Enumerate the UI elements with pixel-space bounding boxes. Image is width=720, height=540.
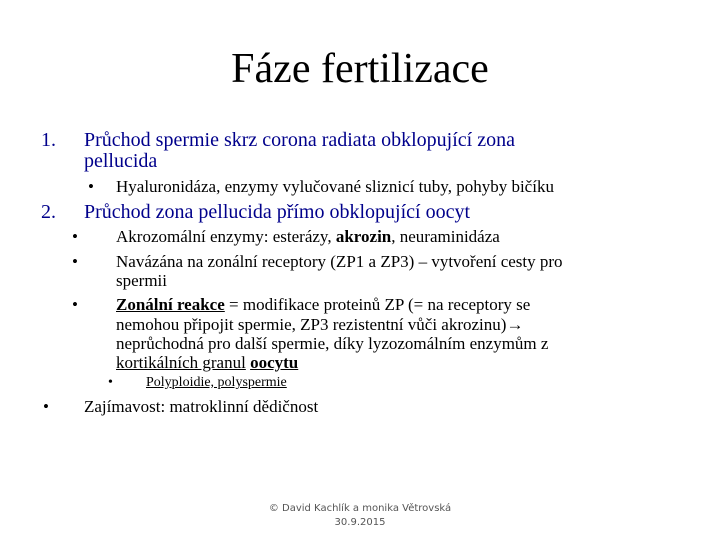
item-2-subsub-text: Polyploidie, polyspermie <box>146 375 287 390</box>
item-1-text-line-2: pellucida <box>84 150 158 172</box>
item-2-sub-2-bullet: • <box>72 252 78 271</box>
item-1-number: 1. <box>41 129 56 151</box>
item-3-text: Zajímavost: matroklinní dědičnost <box>84 397 319 416</box>
item-2-number: 2. <box>41 201 56 223</box>
footer-author: © David Kachlík a monika Větrovská <box>268 503 452 514</box>
item-2-sub-1-bullet: • <box>72 227 78 246</box>
slide-title: Fáze fertilizace <box>231 46 489 92</box>
item-2-sub-1-text: Akrozomální enzymy: esterázy, akrozin, neuraminidáza <box>116 227 500 246</box>
item-1-text-line-1: Průchod spermie skrz corona radiata obklopující zona <box>84 129 515 151</box>
item-2-sub-3-line-4: kortikálních granul oocytu <box>116 353 299 372</box>
item-2-sub-3-line-1: Zonální reakce = modifikace proteinů ZP (= na receptory se <box>116 295 531 314</box>
item-2-sub-2-line-1: Navázána na zonální receptory (ZP1 a ZP3) – vytvoření cesty pro <box>116 252 563 271</box>
item-1-sub-bullet: • <box>88 177 94 196</box>
item-2-sub-3-line-2: nemohou připojit spermie, ZP3 rezistentní vůči akrozinu)→ <box>116 315 524 334</box>
item-3-bullet: • <box>43 397 49 416</box>
item-2-text: Průchod zona pellucida přímo obklopující oocyt <box>84 201 471 223</box>
item-2-sub-2-line-2: spermii <box>116 271 167 290</box>
right-arrow-icon: → <box>506 315 524 334</box>
item-1-sub-text: Hyaluronidáza, enzymy vylučované sliznicí tuby, pohyby bičíku <box>116 177 554 196</box>
footer-date: 30.9.2015 <box>334 517 386 528</box>
item-2-sub-3-bullet: • <box>72 295 78 314</box>
item-2-sub-3-line-3: neprůchodná pro další spermie, díky lyzozomálním enzymům z <box>116 334 549 353</box>
item-2-subsub-bullet: • <box>108 375 113 390</box>
